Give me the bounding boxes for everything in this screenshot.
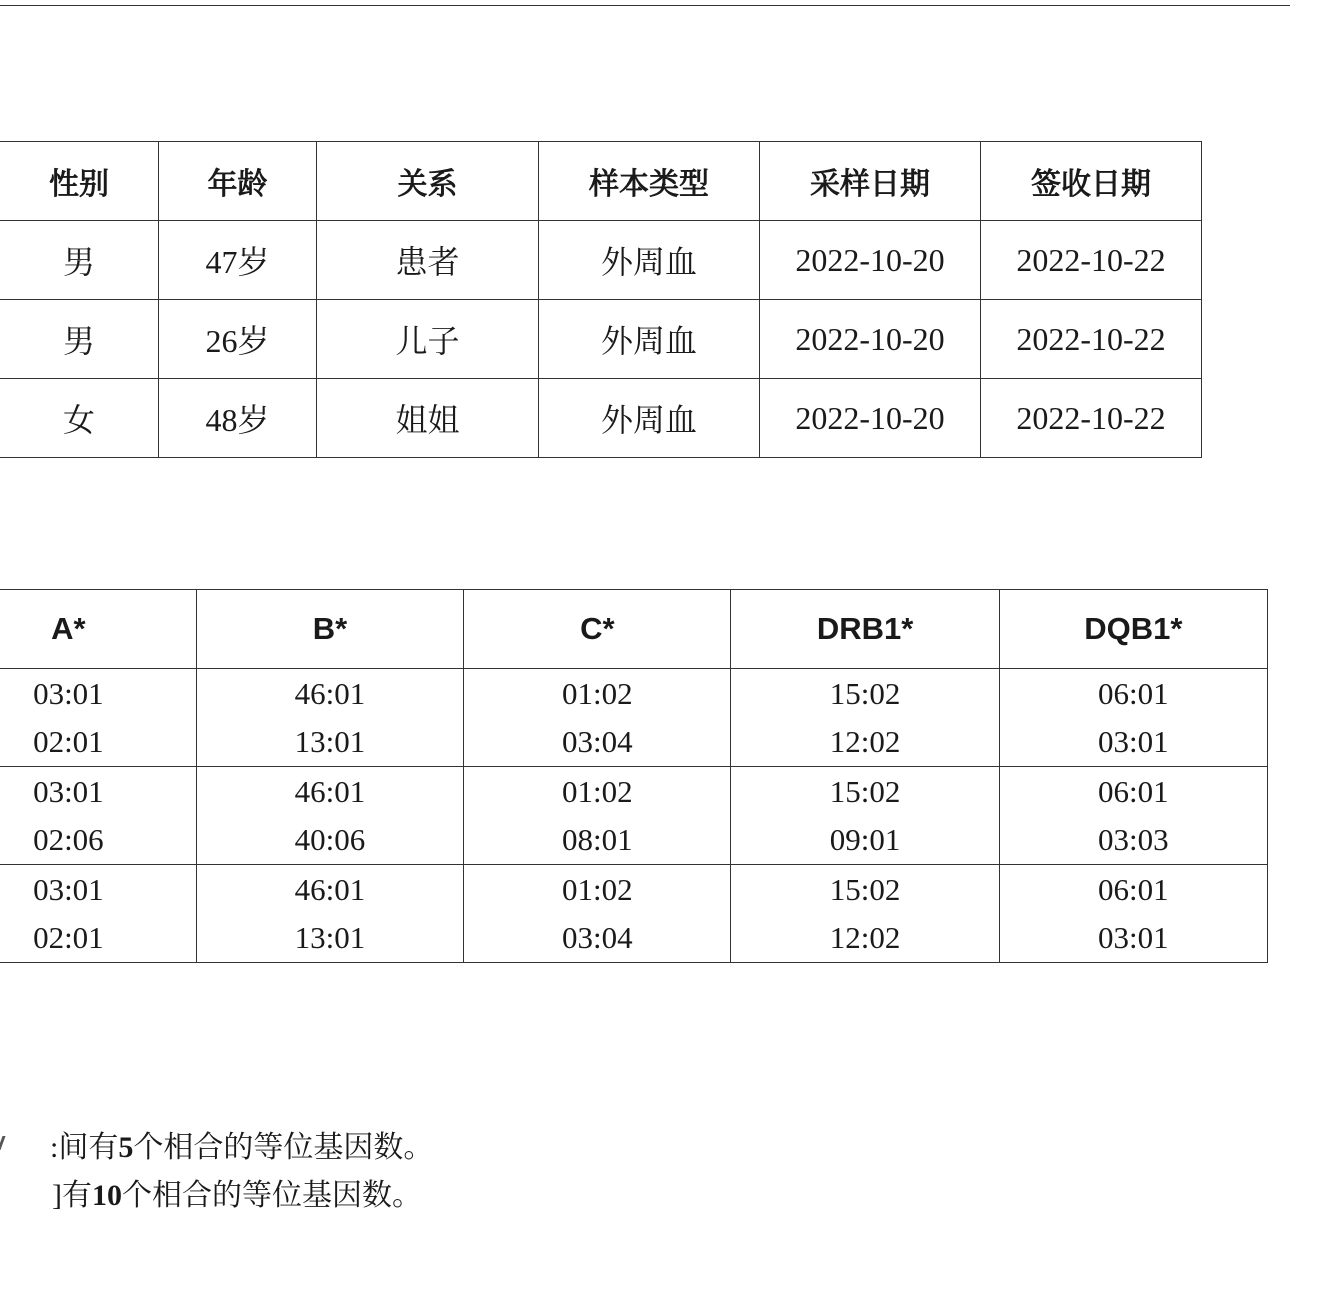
note-1-suffix: 个相合的等位基因数。 [133,1131,434,1164]
cell-sample-type: 外周血 [539,379,760,458]
header-hla-drb1: DRB1* [731,590,999,669]
allele-2: 03:04 [561,919,633,955]
allele-2: 13:01 [294,919,366,955]
cell-receipt-date: 2022-10-22 [981,379,1202,458]
match-note-2 [52,1170,422,1214]
note-2-prefix: ]有 [52,1179,92,1212]
cell-hla-dqb1 [999,669,1267,767]
cell-hla-b [196,865,463,963]
cell-age: 26岁 [159,300,317,379]
allele-1: 15:02 [829,773,901,809]
allele-1: 01:02 [561,675,633,711]
cell-gender: 男 [0,300,159,379]
allele-1: 01:02 [561,871,633,907]
table-row [0,221,1202,300]
cell-hla-drb1 [731,865,999,963]
allele-1: 46:01 [294,773,366,809]
note-2-suffix: 个相合的等位基因数。 [122,1179,422,1212]
header-relation: 关系 [317,142,539,221]
allele-1: 06:01 [1098,773,1169,809]
header-hla-b: B* [196,590,463,669]
cell-hla-dqb1 [999,767,1267,865]
cell-hla-b [196,669,463,767]
table-row [0,767,1268,865]
allele-1: 03:01 [33,675,104,711]
header-hla-dqb1: DQB1* [999,590,1267,669]
cell-hla-c [464,767,731,865]
allele-1: 46:01 [294,871,366,907]
table-row [0,669,1268,767]
allele-1: 03:01 [33,871,104,907]
allele-1: 15:02 [829,675,901,711]
cell-hla-c [464,865,731,963]
header-hla-a: A* [0,590,196,669]
cell-receipt-date: 2022-10-22 [981,221,1202,300]
cell-hla-a [0,669,196,767]
allele-2: 03:01 [1098,919,1169,955]
cell-gender: 女 [0,379,159,458]
cell-hla-a [0,865,196,963]
allele-2: 40:06 [294,821,366,857]
table-header-row [0,590,1268,669]
cell-relation: 儿子 [317,300,539,379]
cell-sampling-date: 2022-10-20 [760,379,981,458]
cell-relation: 患者 [317,221,539,300]
sample-info-table [0,141,1202,458]
cell-sampling-date: 2022-10-20 [760,221,981,300]
cell-hla-b [196,767,463,865]
allele-1: 03:01 [33,773,104,809]
cell-sampling-date: 2022-10-20 [760,300,981,379]
cropped-text-fragment [0,1136,6,1150]
table-header-row [0,142,1202,221]
cell-sample-type: 外周血 [539,300,760,379]
cell-hla-c [464,669,731,767]
allele-1: 01:02 [561,773,633,809]
allele-2: 13:01 [294,723,366,759]
cell-sample-type: 外周血 [539,221,760,300]
table-row [0,379,1202,458]
header-receipt-date: 签收日期 [981,142,1202,221]
allele-2: 12:02 [829,919,901,955]
cell-hla-drb1 [731,767,999,865]
top-rule [0,5,1290,6]
allele-2: 03:04 [561,723,633,759]
cell-age: 47岁 [159,221,317,300]
allele-2: 08:01 [561,821,633,857]
cell-hla-dqb1 [999,865,1267,963]
table-row [0,300,1202,379]
allele-1: 06:01 [1098,675,1169,711]
cell-age: 48岁 [159,379,317,458]
allele-2: 03:01 [1098,723,1169,759]
allele-2: 02:01 [33,723,104,759]
allele-2: 02:01 [33,919,104,955]
cell-receipt-date: 2022-10-22 [981,300,1202,379]
hla-typing-table [0,589,1268,963]
header-sampling-date: 采样日期 [760,142,981,221]
table-row [0,865,1268,963]
note-2-count: 10 [92,1179,122,1212]
cell-hla-drb1 [731,669,999,767]
allele-2: 02:06 [33,821,104,857]
allele-2: 09:01 [829,821,901,857]
allele-2: 12:02 [829,723,901,759]
note-1-prefix: :间有 [50,1131,119,1164]
cell-gender: 男 [0,221,159,300]
header-gender: 性别 [0,142,159,221]
header-sample-type: 样本类型 [539,142,760,221]
cell-hla-a [0,767,196,865]
allele-1: 06:01 [1098,871,1169,907]
header-age: 年龄 [159,142,317,221]
match-note-1 [50,1122,433,1166]
header-hla-c: C* [464,590,731,669]
allele-1: 46:01 [294,675,366,711]
cell-relation: 姐姐 [317,379,539,458]
note-1-count: 5 [118,1131,134,1164]
allele-1: 15:02 [829,871,901,907]
allele-2: 03:03 [1098,821,1169,857]
